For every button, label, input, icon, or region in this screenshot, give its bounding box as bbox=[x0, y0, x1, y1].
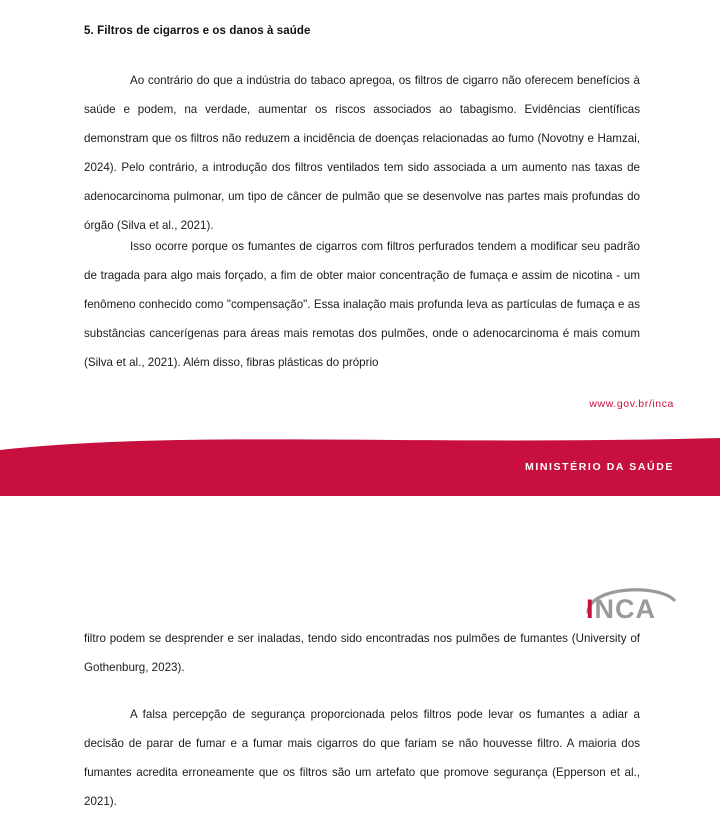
inca-letters-nca: NCA bbox=[594, 594, 657, 624]
ministry-label: MINISTÉRIO DA SAÚDE bbox=[524, 461, 674, 473]
page-two-content bbox=[0, 558, 720, 808]
paragraph: A falsa percepção de segurança proporcionada pelos filtros pode levar os fumantes a adiar a decisão de parar de fumar e a fumar mais cigarros do que fariam se não houvesse filtro. A maioria dos fumantes acredita erroneamente que os filtros são um artefato que promove segurança (Epperson et al., 2021). bbox=[84, 708, 640, 808]
paragraph: Isso ocorre porque os fumantes de cigarros com filtros perfurados tendem a modificar seu padrão de tragada para algo mais forçado, a fim de obter maior concentração de fumaça e assim de nicotina - um fenômeno conhecido como "compensação". Essa inalação mais profunda leva as partículas de fumaça e as substâncias cancerígenas para áreas mais remotas dos pulmões, onde o adenocarcinoma é mais comum (Silva et al., 2021). Além disso, fibras plásticas do próprio bbox=[84, 240, 640, 369]
inca-wordmark bbox=[586, 594, 656, 625]
section-heading: 5. Filtros de cigarros e os danos à saúde bbox=[84, 25, 311, 37]
inca-letter-i: I bbox=[586, 594, 595, 624]
paragraph: Ao contrário do que a indústria do tabaco apregoa, os filtros de cigarro não oferecem benefícios à saúde e podem, na verdade, aumentar os riscos associados ao tabagismo. Evidências científicas demonstram que os filtros não reduzem a incidência de doenças relacionadas ao fumo (Novotny e Hamzai, 2024). Pelo contrário, a introdução dos filtros ventilados tem sido associada a um aumento nas taxas de adenocarcinoma pulmonar, um tipo de câncer de pulmão que se desenvolve nas partes mais profundas do órgão (Silva et al., 2021). bbox=[84, 74, 640, 232]
page-break-gap bbox=[0, 496, 720, 558]
inca-logo bbox=[580, 582, 680, 630]
paragraph-block-two bbox=[84, 232, 640, 395]
footer-url[interactable]: www.gov.br/inca bbox=[589, 398, 674, 410]
paragraph: filtro podem se desprender e ser inaladas, tendo sido encontradas nos pulmões de fumantes (University of Gothenburg, 2023). bbox=[84, 632, 640, 674]
paragraph-block-one bbox=[84, 66, 640, 258]
